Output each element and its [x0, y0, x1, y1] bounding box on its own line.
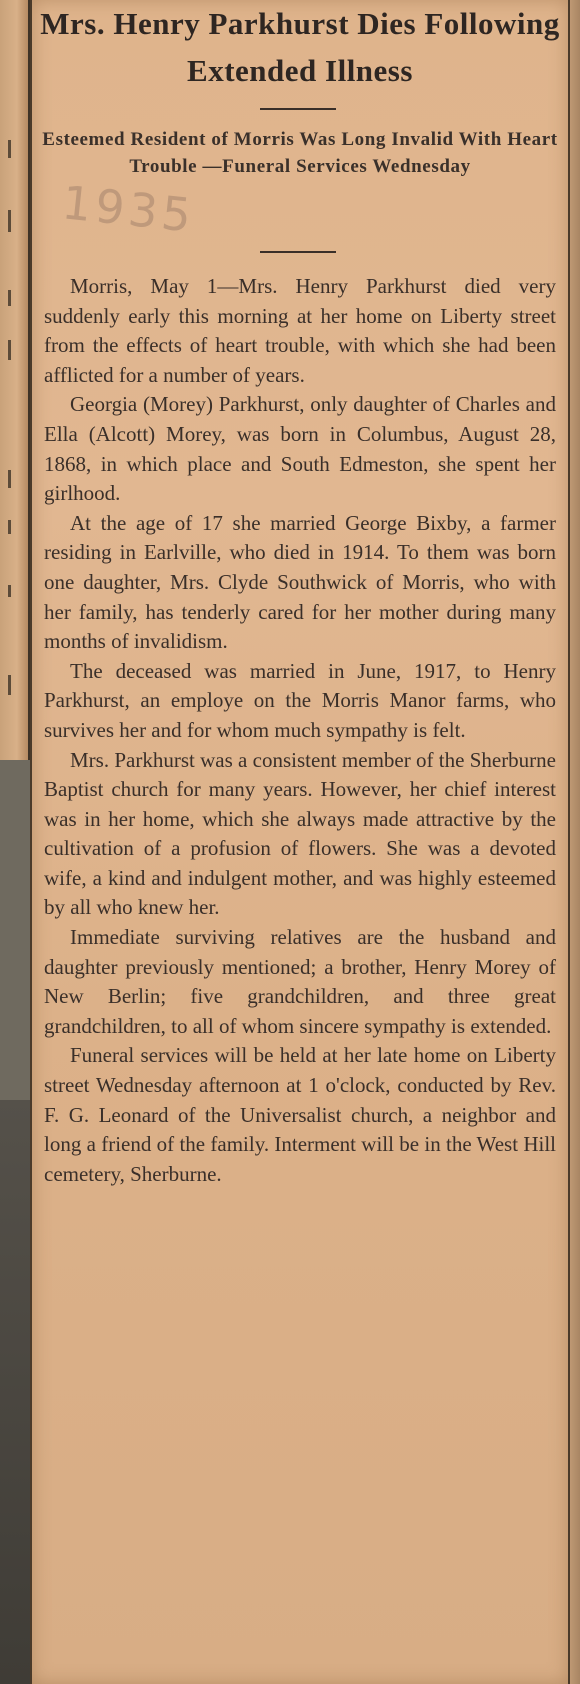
paragraph: Funeral services will be held at her late home on Liberty street Wednesday afternoon at 1 o'clock, conducted by Rev. F. G. Leonard of the Universalist church, a neighbor and long a friend of the family. Interment will be in the West Hill cemetery, Sherburne. — [44, 1043, 556, 1186]
paragraph: The deceased was married in June, 1917, to Henry Parkhurst, an employe on the Morris Manor farms, who survives her and for whom much sympathy is felt. — [44, 658, 556, 742]
fragment-mark — [8, 675, 11, 695]
paragraph: Georgia (Morey) Parkhurst, only daughter of Charles and Ella (Alcott) Morey, was born in Columbus, August 28, 1868, in which place and South Edmeston, she spent her girlhood. — [44, 392, 556, 506]
fragment-mark — [8, 520, 11, 534]
pencil-annotation: 1935 — [59, 175, 198, 243]
fragment-mark — [8, 210, 11, 232]
paragraph: At the age of 17 she married George Bixby, a farmer residing in Earlville, who died in 1914. To them was born one daughter, Mrs. Clyde Southwick of Morris, who with her family, has tenderly cared for her mother during many months of invalidism. — [44, 510, 556, 654]
divider-rule — [260, 108, 336, 110]
paragraph: Mrs. Parkhurst was a consistent member of the Sherburne Baptist church for many years. However, her chief interest was in her home, which she always made attractive by the cultivation of a profusion of flowers. She was a devoted wife, a kind and indulgent mother, and was highly esteemed by all who knew her. — [44, 747, 556, 920]
headline: Mrs. Henry Parkhurst Dies Following Extended Illness — [40, 6, 560, 88]
newspaper-clipping — [30, 0, 570, 1684]
fragment-mark — [8, 140, 11, 158]
fragment-mark — [8, 585, 11, 597]
divider-rule — [260, 251, 336, 253]
fragment-mark — [8, 290, 11, 306]
adjacent-clipping-fragment — [0, 0, 30, 760]
paragraph: Morris, May 1—Mrs. Henry Parkhurst died very suddenly early this morning at her home on Liberty street from the effects of heart trouble, with which she had been afflicted for a number of years. — [44, 274, 556, 387]
article-body — [44, 272, 556, 1189]
paragraph: Immediate surviving relatives are the husband and daughter previously mentioned; a brother, Henry Morey of New Berlin; five grandchildren, and three great grandchildren, to all of whom sincere sympathy is extended. — [44, 925, 556, 1038]
fragment-mark — [8, 470, 11, 488]
fragment-mark — [8, 340, 11, 360]
subheadline: Esteemed Resident of Morris Was Long Invalid With Heart Trouble —Funeral Services Wednesday — [42, 129, 558, 177]
